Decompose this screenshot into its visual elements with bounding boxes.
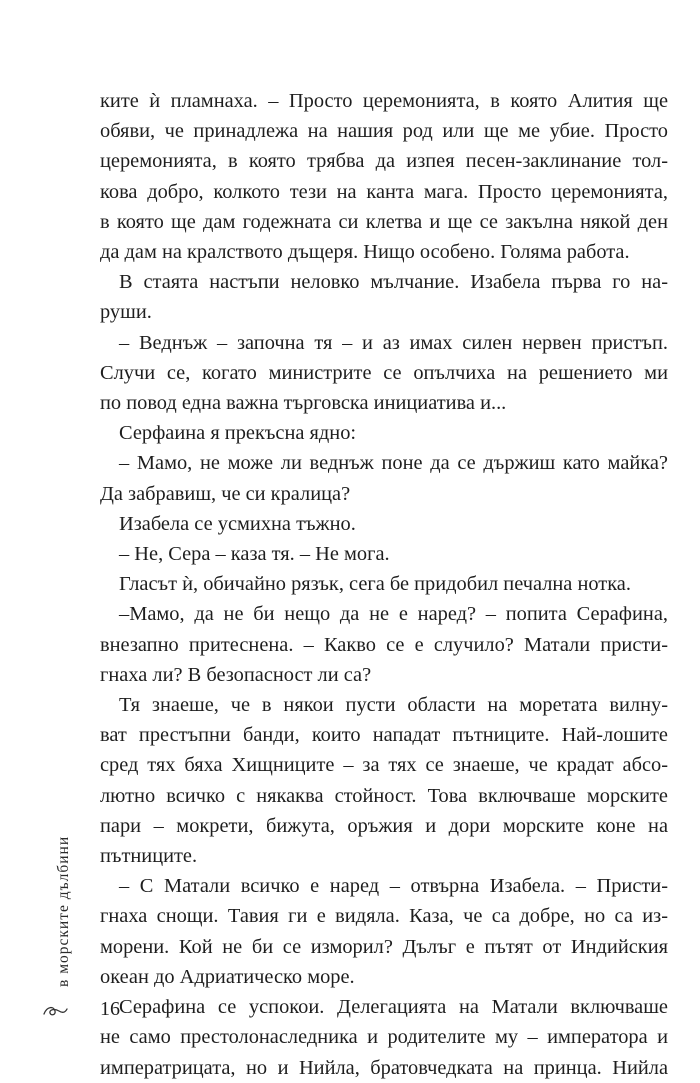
text-line: церемонията, в която трябва да изпея песен-заклинание тол-	[100, 150, 668, 173]
text-line: – С Матали всичко е наред – отвърна Изабела. – Присти-	[119, 875, 668, 898]
text-line: обяви, че принадлежа на нашия род или ще ме убие. Просто	[100, 120, 668, 143]
page-number: 16	[100, 998, 120, 1020]
text-line: Гласът ѝ, обичайно рязък, сега бе придобил печална нотка.	[119, 573, 631, 596]
text-line: Серафина се успокои. Делегацията на Матали включваше	[119, 996, 668, 1019]
text-line: да дам на кралството дъщеря. Нищо особено. Голяма работа.	[100, 241, 630, 264]
text-line: сред тях бяха Хищниците – за тях се знаеше, че крадат абсо-	[100, 754, 668, 777]
text-line: внезапно притеснена. – Какво се е случило? Матали присти-	[100, 633, 668, 656]
text-line: по повод една важна търговска инициатива и...	[100, 392, 507, 415]
text-line: императрицата, но и Нийла, братовчедката на принца. Нийла	[100, 1056, 668, 1079]
text-line: Да забравиш, че си кралица?	[100, 482, 351, 505]
text-line: Серфаина я прекъсна ядно:	[119, 422, 357, 445]
text-line: морени. Кой не би се изморил? Дълъг е пътят от Индийския	[100, 935, 668, 958]
text-line: Случи се, когато министрите се опълчиха на решението ми	[100, 361, 668, 384]
text-line: – Веднъж – започна тя – и аз имах силен нервен пристъп.	[119, 331, 668, 354]
text-line: лютно всичко с някаква стойност. Това включваше морските	[100, 784, 668, 807]
text-line: руши.	[100, 301, 152, 324]
text-line: гнаха снощи. Тавия ги е видяла. Каза, че са добре, но са из-	[100, 905, 668, 928]
text-line: ват престъпни банди, които нападат пътниците. Най-лошите	[100, 724, 668, 747]
running-head: в морските дълбини	[55, 835, 72, 987]
text-line: кова добро, колкото тези на канта мага. Просто церемонията,	[100, 180, 668, 203]
text-line: океан до Адриатическо море.	[100, 965, 355, 988]
text-line: пари – мокрети, бижута, оръжия и дори морските коне на	[100, 814, 668, 837]
text-line: Изабела се усмихна тъжно.	[119, 512, 356, 535]
text-line: В стаята настъпи неловко мълчание. Изабела първа го на-	[119, 271, 668, 294]
text-line: Тя знаеше, че в някои пусти области на моретата вилну-	[119, 694, 668, 717]
text-line: –Мамо, да не би нещо да не е наред? – попита Серафина,	[119, 603, 668, 626]
text-line: гнаха ли? В безопасност ли са?	[100, 663, 372, 686]
text-line: – Мамо, не може ли веднъж поне да се държиш като майка?	[119, 452, 668, 475]
text-line: ките ѝ пламнаха. – Просто церемонията, в която Алития ще	[100, 90, 668, 112]
text-line: в която ще дам годежната си клетва и ще се закълна някой ден	[100, 210, 668, 233]
text-line: пътниците.	[100, 845, 198, 868]
text-line: не само престолонаследника и родителите му – императора и	[100, 1026, 668, 1049]
text-line: – Не, Сера – каза тя. – Не мога.	[119, 543, 390, 566]
body-text	[100, 86, 668, 1083]
wave-flourish-icon	[42, 1003, 68, 1019]
